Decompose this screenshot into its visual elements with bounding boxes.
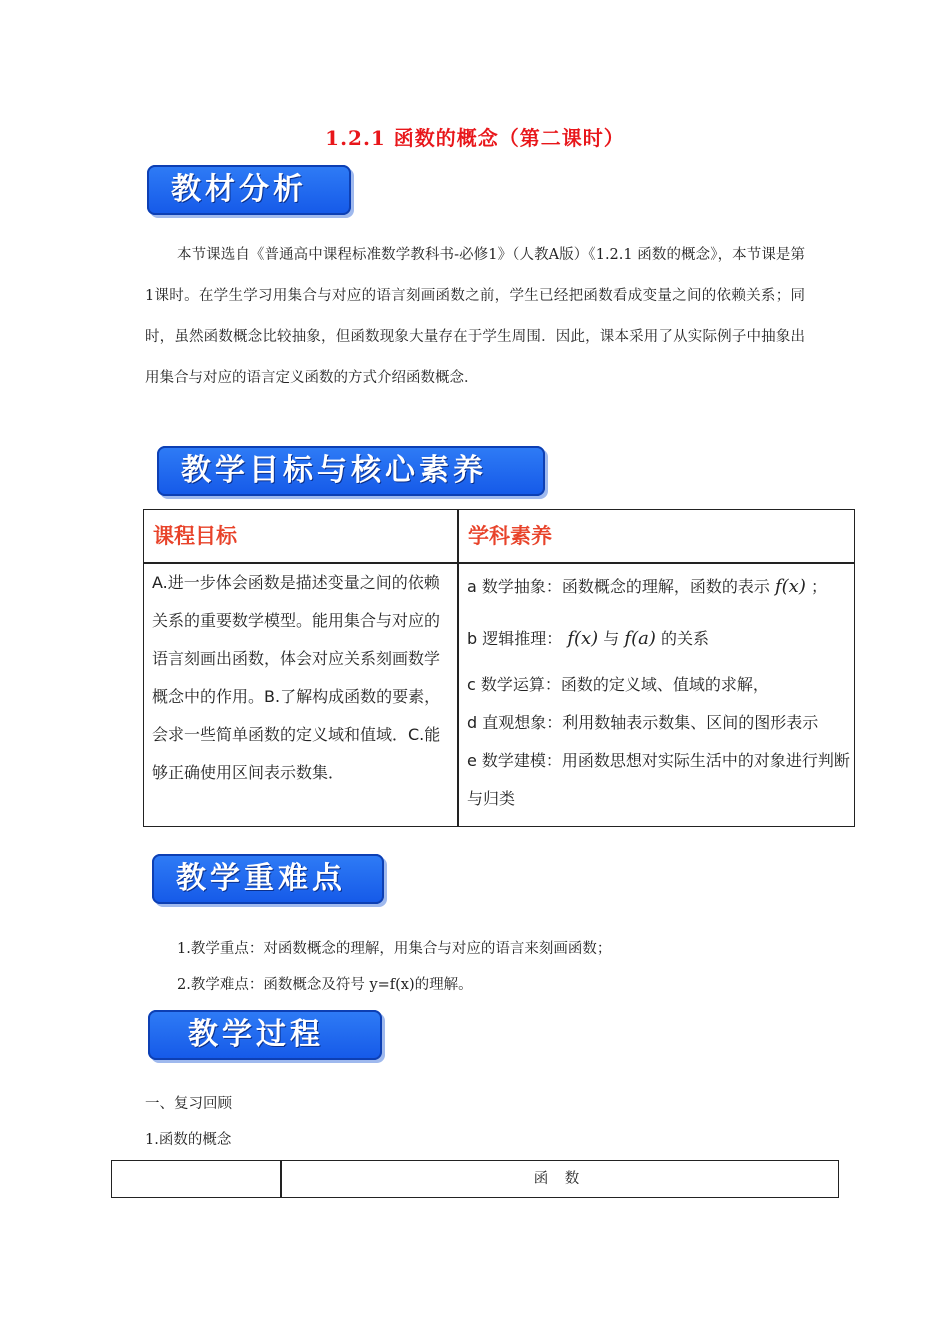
function-table-header: 函 数 <box>533 1171 586 1187</box>
process-item-review: 一、复习回顾 <box>145 1096 232 1112</box>
core-literacy-cell <box>467 568 852 818</box>
literacy-b-mid: 与 <box>603 629 620 648</box>
process-item-concept: 1.函数的概念 <box>145 1132 232 1148</box>
literacy-a-suffix: ； <box>810 577 827 596</box>
literacy-row-e: e 数学建模：用函数思想对实际生活中的对象进行判断与归类 <box>467 751 850 808</box>
function-table <box>111 1160 839 1198</box>
section-banner-keypoints: 教学重难点 <box>152 854 384 904</box>
keypoint-item-2: 2.教学难点：函数概念及符号 y=f(x)的理解。 <box>177 977 473 993</box>
course-goals-cell: A.进一步体会函数是描述变量之间的依赖关系的重要数学模型。能用集合与对应的语言刻画出函数，体会对应关系刻画数学概念中的作用。B.了解构成函数的要素，会求一些简单函数的定义域和值域．C.能够正确使用区间表示数集． <box>152 573 441 782</box>
table-divider <box>457 510 459 826</box>
literacy-row-a <box>467 568 852 606</box>
keypoint-item-1: 1.教学重点：对函数概念的理解，用集合与对应的语言来刻画函数； <box>177 941 612 957</box>
section-banner-goals: 教学目标与核心素养 <box>157 446 545 496</box>
literacy-b-text: b 逻辑推理： <box>467 629 563 648</box>
section-banner-process: 教学过程 <box>148 1010 382 1060</box>
math-fa: f(a) <box>624 628 656 649</box>
analysis-paragraph: 本节课选自《普通高中课程标准数学教科书-必修1》（人教A版）《1.2.1 函数的概念》，本节课是第1课时。在学生学习用集合与对应的语言刻画函数之前，学生已经把函数看成变量之间的依赖关系；同时，虽然函数概念比较抽象，但函数现象大量存在于学生周围．因此，课本采用了从实际例子中抽象出用集合与对应的语言定义函数的方式介绍函数概念． <box>145 247 805 386</box>
section-banner-analysis: 教材分析 <box>147 165 351 215</box>
table-header-core-literacy: 学科素养 <box>468 524 552 548</box>
literacy-row-c: c 数学运算：函数的定义域、值域的求解， <box>467 675 769 694</box>
table-header-course-goals: 课程目标 <box>153 524 237 548</box>
document-title: 1.2.1 函数的概念（第二课时） <box>325 126 625 150</box>
math-fx: f(x) <box>775 576 806 597</box>
literacy-row-b <box>467 620 852 658</box>
literacy-row-d: d 直观想象：利用数轴表示数集、区间的图形表示 <box>467 713 819 732</box>
literacy-b-suffix: 的关系 <box>660 629 709 648</box>
math-fx: f(x) <box>567 628 599 649</box>
goals-table <box>143 509 855 827</box>
literacy-a-text: a 数学抽象：函数概念的理解，函数的表示 <box>467 577 770 596</box>
